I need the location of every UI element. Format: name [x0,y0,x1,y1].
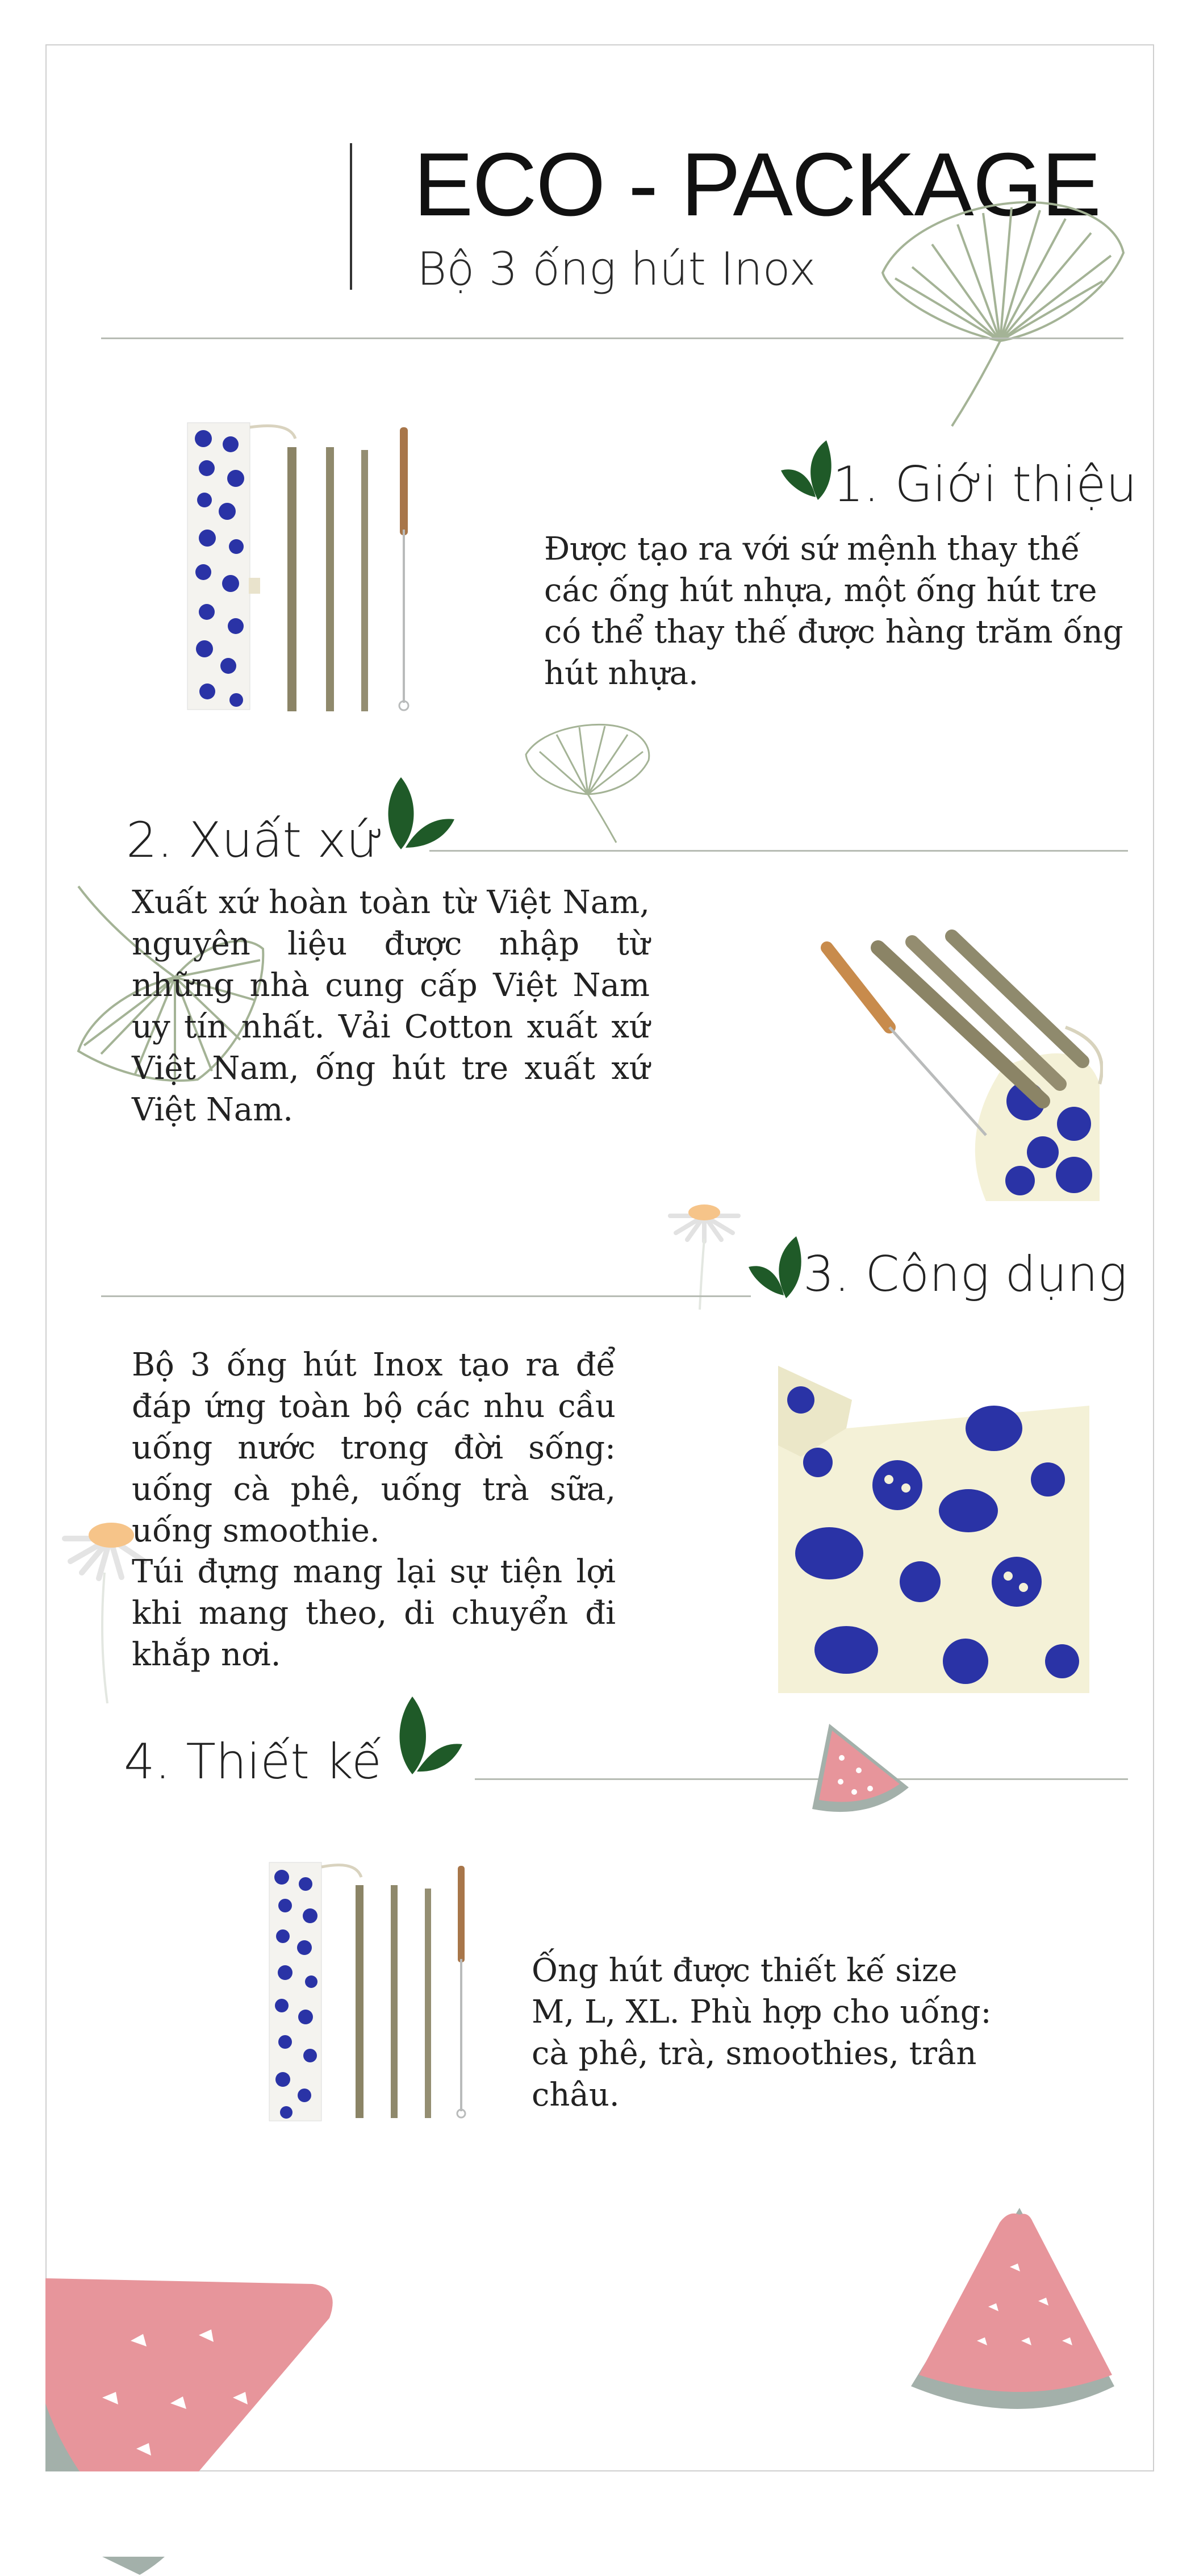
straws-pouch-image [816,897,1103,1201]
section-2-divider [429,850,1128,852]
ginkgo-leaf-icon [878,199,1128,432]
straw-set-image [182,416,432,717]
section-3-body: Bộ 3 ống hút Inox tạo ra để đáp ứng toàn bộ các nhu cầu uống nước trong đời sống: uống cà phê, uống trà sữa, uống smoothie. [132,1347,616,1549]
page-title: ECO - PACKAGE [413,135,1100,235]
ginkgo-leaf-small-icon [523,720,653,845]
watermelon-rind-fragment-icon [102,2556,165,2576]
green-leaf-icon [778,437,841,503]
section-1-heading: 1. Giới thiệu [833,456,1137,513]
header-divider [101,337,1123,339]
section-3-divider [101,1295,751,1297]
green-leaf-icon [746,1233,809,1301]
watermelon-slice-icon [909,2204,1125,2420]
section-2-heading: 2. Xuất xứ [126,812,385,869]
section-2-body: Xuất xứ hoàn toàn từ Việt Nam, nguyên liệu được nhập từ những nhà cung cấp Việt Nam uy tín nhất. Vải Cotton xuất xứ Việt Nam, ống hút tre xuất xứ Việt Nam. [132,884,650,1128]
watermelon-slice-icon [807,1718,911,1823]
section-4-body: Ống hút được thiết kế size M, L, XL. Phù hợp cho uống: cà phê, trà, smoothies, trân châu. [532,1952,992,2114]
header-divider-vertical [350,143,352,290]
page-subtitle: Bộ 3 ống hút Inox [417,243,816,295]
green-leaf-icon [390,1692,463,1777]
section-1-body: Được tạo ra với sứ mệnh thay thế các ống hút nhựa, một ống hút tre có thể thay thế được hàng trăm ống hút nhựa. [544,531,1123,692]
section-3-body-2: Túi đựng mang lại sự tiện lợi khi mang theo, di chuyển đi khắp nơi. [132,1553,616,1673]
straw-set-image [265,1857,480,2124]
section-3-heading: 3. Công dụng [803,1246,1127,1303]
green-leaf-icon [378,773,458,852]
section-4-heading: 4. Thiết kế [124,1733,382,1790]
watermelon-slice-icon [45,2267,341,2473]
section-4-divider [475,1778,1128,1780]
cat-print-pouch-image [778,1366,1089,1693]
